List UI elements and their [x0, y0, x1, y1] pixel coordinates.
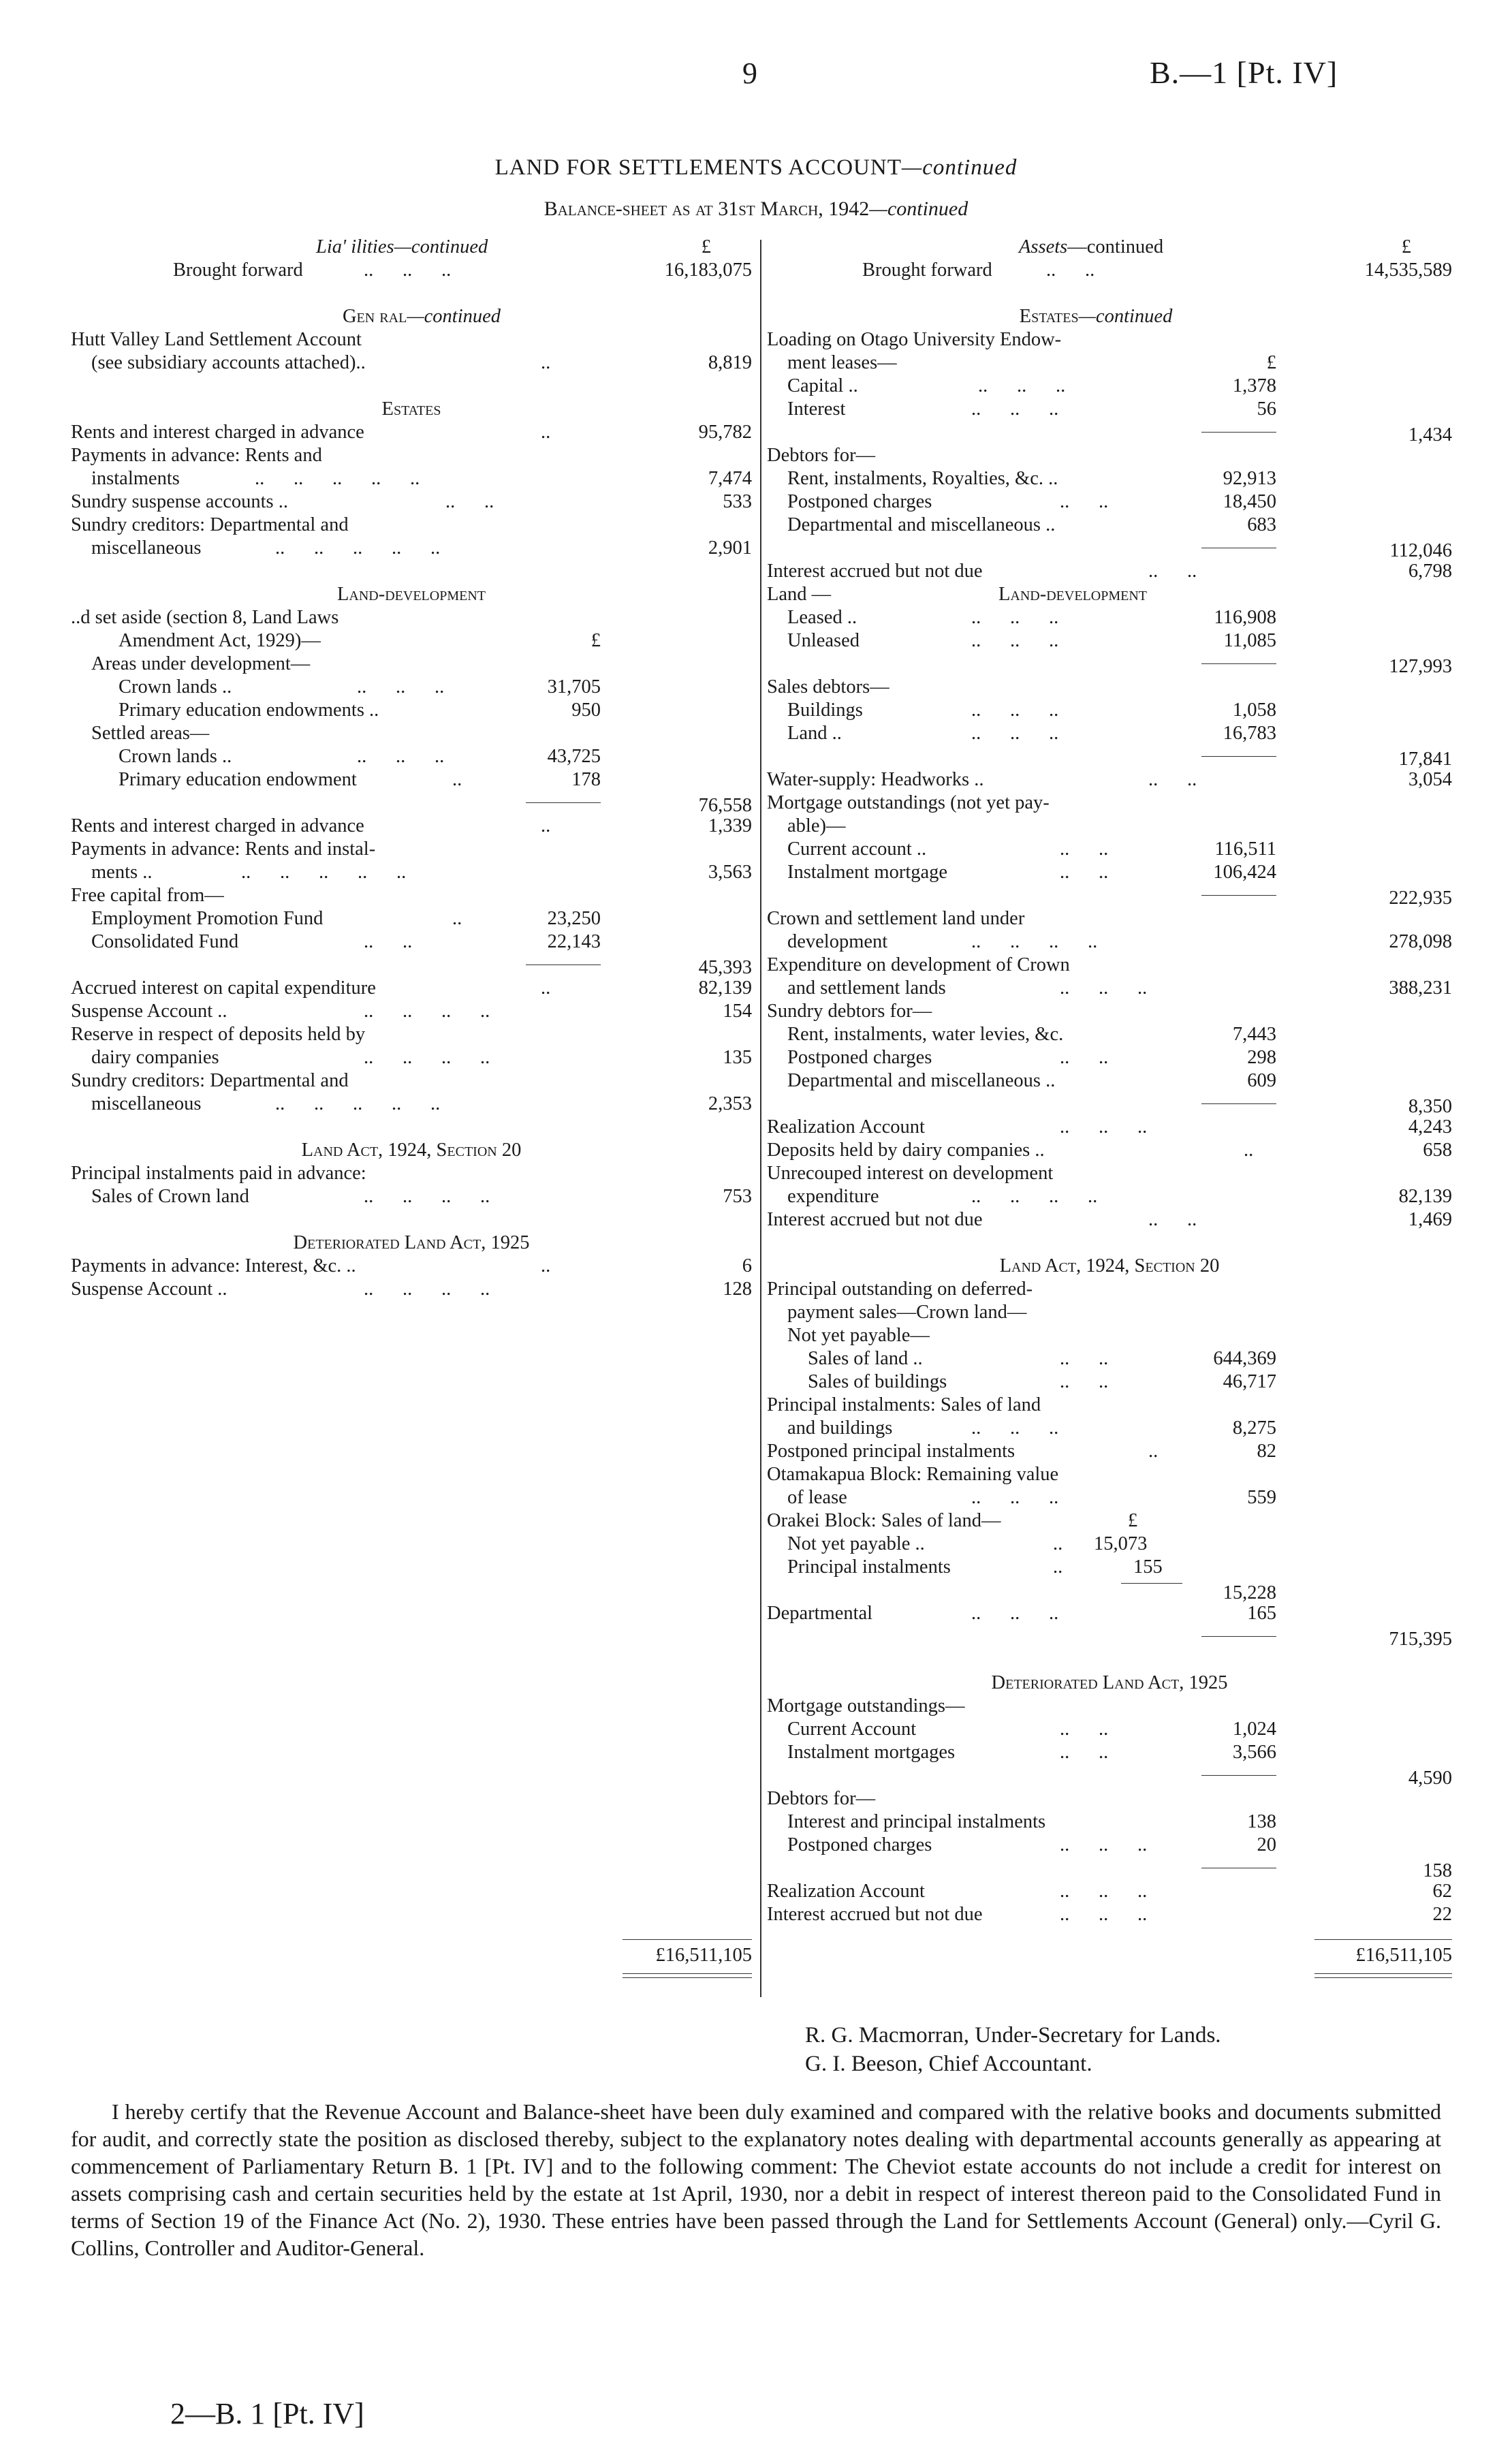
- table-row: 112,046: [767, 537, 1452, 560]
- document-subtitle: Balance-sheet as at 31st March, 1942—continued: [544, 198, 968, 220]
- table-row: ments .. .. .. .. .. .. 3,563: [91, 862, 752, 883]
- table-row: Sundry suspense accounts .. .. .. 533: [71, 491, 752, 512]
- table-row: Employment Promotion Fund .. 23,250: [91, 908, 601, 929]
- table-row: Orakei Block: Sales of land— £: [767, 1510, 1138, 1531]
- pound-sign: £: [701, 236, 711, 257]
- section-heading: Estates—continued: [1019, 306, 1173, 327]
- section-heading: Deteriorated Land Act, 1925: [991, 1672, 1228, 1693]
- table-row: Crown lands .. .. .. .. 31,705: [119, 676, 601, 697]
- table-row: Interest accrued but not due .. .. 1,469: [767, 1209, 1452, 1230]
- table-row: Settled areas—: [91, 723, 210, 744]
- table-row: Interest accrued but not due .. .. 6,798: [767, 561, 1452, 582]
- table-row: Payments in advance: Rents and instal-: [71, 838, 376, 860]
- table-row: Debtors for—: [767, 445, 876, 466]
- table-row: Brought forward .. .. .. 16,183,075: [173, 260, 752, 281]
- table-row: 158: [767, 1857, 1452, 1880]
- table-row: 15,228: [767, 1579, 1452, 1602]
- table-row: Areas under development—: [91, 653, 311, 674]
- table-row: Otamakapua Block: Remaining value: [767, 1464, 1059, 1485]
- assets-heading: Assets—continued: [1019, 236, 1164, 257]
- table-row: Deposits held by dairy companies .. .. 658: [767, 1140, 1452, 1161]
- section-heading: Land Act, 1924, Section 20: [301, 1140, 522, 1161]
- table-row: Mortgage outstandings (not yet pay-: [767, 792, 1050, 813]
- table-row: Instalment mortgages .. .. 3,566: [787, 1742, 1276, 1763]
- table-row: Postponed charges .. .. .. 20: [787, 1834, 1276, 1855]
- table-row: Sales debtors—: [767, 676, 889, 697]
- pound-sign: £: [1401, 236, 1411, 257]
- table-row: Principal outstanding on deferred-: [767, 1279, 1033, 1300]
- signature-under-secretary: R. G. Macmorran, Under-Secretary for Lands.: [805, 2023, 1221, 2048]
- table-row: (see subsidiary accounts attached).. .. 8,819: [91, 352, 752, 373]
- assets-column: [767, 236, 1452, 1926]
- table-row: 1,434: [767, 421, 1452, 444]
- table-row: Rents and interest charged in advance .. 1,339: [71, 815, 752, 836]
- table-row: Land — Land-development: [767, 584, 1147, 605]
- table-row: Suspense Account .. .. .. .. .. 154: [71, 1001, 752, 1022]
- table-row: Departmental and miscellaneous .. 683: [787, 514, 1276, 535]
- table-row: Departmental .. .. .. 165: [767, 1603, 1276, 1624]
- table-row: Consolidated Fund .. .. 22,143: [91, 931, 601, 952]
- table-row: Principal instalments paid in advance:: [71, 1163, 366, 1184]
- table-row: Loading on Otago University Endow-: [767, 329, 1062, 350]
- table-row: Payments in advance: Interest, &c. .. .. 6: [71, 1255, 752, 1276]
- table-row: and buildings .. .. .. 8,275: [787, 1417, 1276, 1439]
- table-row: Primary education endowment .. 178: [119, 769, 601, 790]
- table-row: Payments in advance: Rents and: [71, 445, 322, 466]
- table-row: Expenditure on development of Crown: [767, 954, 1070, 975]
- table-row: 8,350: [767, 1093, 1452, 1116]
- table-row: expenditure .. .. .. .. 82,139: [787, 1186, 1452, 1207]
- table-row: Free capital from—: [71, 885, 224, 906]
- table-row: Rents and interest charged in advance .. 95,782: [71, 422, 752, 443]
- table-row: of lease .. .. .. 559: [787, 1487, 1276, 1508]
- table-row: Instalment mortgage .. .. 106,424: [787, 862, 1276, 883]
- document-title: LAND FOR SETTLEMENTS ACCOUNT—continued: [494, 155, 1018, 180]
- table-row: Amendment Act, 1929)— £: [119, 630, 601, 651]
- table-row: Postponed principal instalments .. 82: [767, 1441, 1276, 1462]
- table-row: dairy companies .. .. .. .. 135: [91, 1047, 752, 1068]
- table-row: Accrued interest on capital expenditure .. 82,139: [71, 977, 752, 999]
- table-row: able)—: [787, 815, 846, 836]
- table-row: Water-supply: Headworks .. .. .. 3,054: [767, 769, 1452, 790]
- table-row: Unleased .. .. .. 11,085: [787, 630, 1276, 651]
- audit-certificate: I hereby certify that the Revenue Account and Balance-sheet have been duly examined and compared with the relative books and documents submitted for audit, and correctly state the position as disclosed thereby, subject to the explanatory notes dealing with departmental accounts generally as appearing at commencement of Parliamentary Return B. 1 [Pt. IV] and to the following comment: The Cheviot estate accounts do not include a credit for interest on assets comprising cash and certain securities held by the estate at 1st April, 1930, nor a debit in respect of interest thereon paid to the Consolidated Fund in terms of Section 19 of the Finance Act (No. 2), 1930. These entries have been passed through the Land for Settlements Account (General) only.—Cyril G. Collins, Controller and Auditor-General.: [71, 2099, 1441, 2260]
- table-row: Sundry creditors: Departmental and: [71, 514, 349, 535]
- table-row: 4,590: [767, 1764, 1452, 1787]
- table-row: Principal instalments: Sales of land: [767, 1394, 1041, 1415]
- table-row: Leased .. .. .. .. 116,908: [787, 607, 1276, 628]
- table-row: Sales of Crown land .. .. .. .. 753: [91, 1186, 752, 1207]
- column-divider: [760, 240, 761, 1997]
- table-row: Rent, instalments, Royalties, &c. .. 92,913: [787, 468, 1276, 489]
- table-row: Realization Account .. .. .. 4,243: [767, 1116, 1452, 1138]
- table-row: Reserve in respect of deposits held by: [71, 1024, 366, 1045]
- table-row: Not yet payable—: [787, 1325, 930, 1346]
- table-row: 45,393: [71, 954, 752, 977]
- table-row: instalments .. .. .. .. .. 7,474: [91, 468, 752, 489]
- table-row: and settlement lands .. .. .. 388,231: [787, 977, 1452, 999]
- table-row: Unrecouped interest on development: [767, 1163, 1054, 1184]
- table-row: Current account .. .. .. 116,511: [787, 838, 1276, 860]
- liabilities-heading: Lia' ilities—continued: [316, 236, 488, 257]
- liabilities-total: £16,511,105: [616, 1945, 752, 1966]
- table-row: Suspense Account .. .. .. .. .. 128: [71, 1279, 752, 1300]
- section-heading: Land Act, 1924, Section 20: [999, 1255, 1220, 1276]
- section-heading: Estates: [381, 398, 441, 420]
- table-row: ..d set aside (section 8, Land Laws: [71, 607, 339, 628]
- table-row: Postponed charges .. .. 18,450: [787, 491, 1276, 512]
- table-row: Current Account .. .. 1,024: [787, 1719, 1276, 1740]
- table-row: 76,558: [71, 791, 752, 815]
- table-row: payment sales—Crown land—: [787, 1302, 1027, 1323]
- table-row: Interest .. .. .. 56: [787, 398, 1276, 420]
- section-heading: Land-development: [337, 584, 486, 605]
- table-row: Land .. .. .. .. 16,783: [787, 723, 1276, 744]
- table-row: miscellaneous .. .. .. .. .. 2,901: [91, 537, 752, 559]
- table-row: Hutt Valley Land Settlement Account: [71, 329, 362, 350]
- table-row: Sundry creditors: Departmental and: [71, 1070, 349, 1091]
- table-row: Realization Account .. .. .. 62: [767, 1881, 1452, 1902]
- table-row: 17,841: [767, 745, 1452, 768]
- table-row: development .. .. .. .. 278,098: [787, 931, 1452, 952]
- table-row: Buildings .. .. .. 1,058: [787, 700, 1276, 721]
- table-row: Mortgage outstandings—: [767, 1695, 965, 1716]
- table-row: Crown and settlement land under: [767, 908, 1025, 929]
- signature-chief-accountant: G. I. Beeson, Chief Accountant.: [805, 2052, 1092, 2076]
- table-row: 127,993: [767, 653, 1452, 676]
- table-row: Sundry debtors for—: [767, 1001, 932, 1022]
- section-heading: Deteriorated Land Act, 1925: [293, 1232, 530, 1253]
- table-row: Capital .. .. .. .. 1,378: [787, 375, 1276, 396]
- table-row: Debtors for—: [767, 1788, 876, 1809]
- table-row: ment leases— £: [787, 352, 1276, 373]
- table-row: 222,935: [767, 884, 1452, 907]
- section-heading: Gen ral—continued: [342, 306, 501, 327]
- liabilities-column: [71, 236, 752, 1301]
- table-row: Brought forward .. .. 14,535,589: [862, 260, 1452, 281]
- table-row: Postponed charges .. .. 298: [787, 1047, 1276, 1068]
- page-number: 9: [742, 57, 757, 90]
- table-row: Primary education endowments .. 950: [119, 700, 601, 721]
- table-row: Sales of land .. .. .. 644,369: [808, 1348, 1276, 1369]
- assets-total: £16,511,105: [1308, 1945, 1452, 1966]
- table-row: Interest and principal instalments 138: [787, 1811, 1276, 1832]
- table-row: Sales of buildings .. .. 46,717: [808, 1371, 1276, 1392]
- table-row: miscellaneous .. .. .. .. .. 2,353: [91, 1093, 752, 1114]
- table-row: Principal instalments .. 155: [787, 1556, 1163, 1578]
- table-row: Departmental and miscellaneous .. 609: [787, 1070, 1276, 1091]
- table-row: 715,395: [767, 1625, 1452, 1648]
- table-row: Rent, instalments, water levies, &c. 7,443: [787, 1024, 1276, 1045]
- table-row: Interest accrued but not due .. .. .. 22: [767, 1904, 1452, 1925]
- table-row: Crown lands .. .. .. .. 43,725: [119, 746, 601, 767]
- table-row: Not yet payable .. .. 15,073: [787, 1533, 1148, 1554]
- document-ref: B.—1 [Pt. IV]: [1150, 55, 1338, 90]
- page-footer: 2—B. 1 [Pt. IV]: [170, 2397, 364, 2430]
